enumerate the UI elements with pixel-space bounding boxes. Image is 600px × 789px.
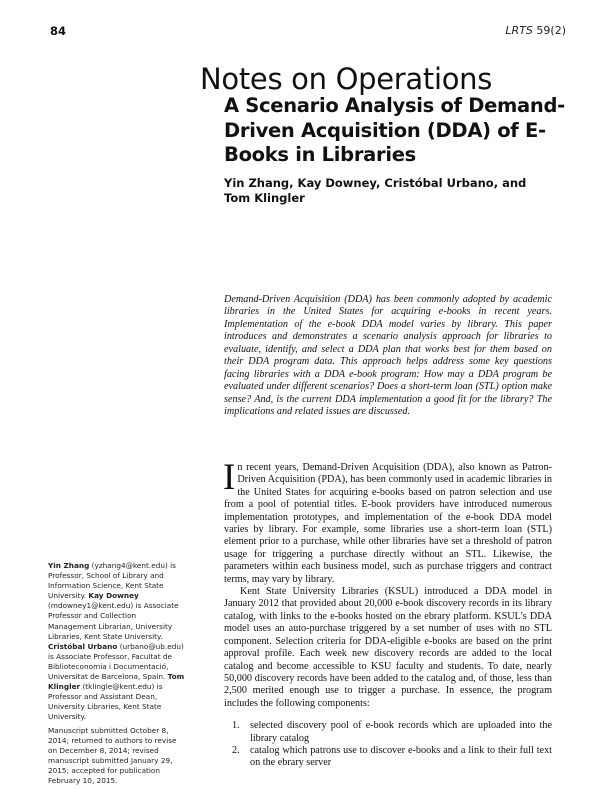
journal-abbrev: LRTS [505, 24, 533, 37]
volume-issue: 59(2) [536, 24, 566, 37]
page-number: 84 [50, 24, 67, 38]
manuscript-note: Manuscript submitted October 8, 2014; returned to authors to revise on December 8, 2014; revised manuscript submitted January 29, 2015; accepted for publication February 10, 2015. [48, 725, 177, 785]
running-head [505, 24, 566, 37]
author-affiliations [48, 561, 186, 723]
author-name: Tom Klingler [48, 672, 185, 692]
author-affiliation: (urbano@ub.edu) is Associate Professor, Facultat de Biblioteconomia i Documentació, Universitat de Barcelona, Spain. [48, 641, 184, 682]
list-number: 1. [232, 720, 240, 732]
list-item [224, 720, 552, 745]
abstract: Demand-Driven Acquisition (DDA) has been commonly adopted by academic libraries in the United States for acquiring e-books in recent years. Implementation of the e-book DDA model varies by library. This paper introduces and demonstrates a scenario analysis approach for libraries to evaluate, identify, and select a DDA plan that works best for them based on their DDA program data. This approach helps address some key questions facing libraries with a DDA e-book program: How may a DDA program be evaluated under different scenarios? Does a short-term loan (STL) option make sense? And, is the current DDA implementation a good fit for the library? The implications and related issues are discussed. [224, 294, 552, 418]
list-item-text: catalog which patrons use to discover e-books and a link to their full text on the ebrary server [250, 744, 552, 769]
author-affiliation: (mdowney1@kent.edu) is Associate Professor and Collection Management Librarian, University Libraries, Kent State University. [48, 601, 179, 641]
author-name: Kay Downey [88, 591, 139, 601]
author-notes-sidebar [48, 561, 186, 789]
body-paragraph-1 [223, 457, 552, 586]
paragraph-1-text: n recent years, Demand-Driven Acquisition (DDA), also known as Patron-Driven Acquisition (PDA), has been commonly used in academic libraries in the United States for acquiring e-books based on patron selection and use from a pool of potential titles. E-book providers have introduced numerous implementation prototypes, and implementation of the e-book DDA model varies by library. For example, some libraries use a short-term loan (STL) element prior to a purchase, while other libraries have set a threshold of patron usage for triggering a purchase directly without an STL. Likewise, the parameters within each business model, such as purchase triggers and contract terms, may vary by library. [224, 462, 552, 585]
author-affiliation: (yzhang4@kent.edu) is Professor, School of Library and Information Science, Kent State University. [48, 561, 176, 601]
component-list [224, 720, 552, 770]
author-name: Yin Zhang [48, 561, 90, 570]
body-text [223, 457, 552, 770]
section-title: Notes on Operations [200, 62, 493, 96]
author-list: Yin Zhang, Kay Downey, Cristóbal Urbano, and Tom Klingler [224, 176, 527, 205]
drop-cap: I [223, 457, 236, 498]
list-item-text: selected discovery pool of e-book records which are uploaded into the library catalog [250, 720, 552, 744]
author-name: Cristóbal Urbano [48, 641, 118, 651]
list-item [224, 745, 552, 770]
body-paragraph-2: Kent State University Libraries (KSUL) introduced a DDA model in January 2012 that provided about 20,000 e-book discovery records in its library catalog, with links to the e-books hosted on the ebrary platform. KSUL’s DDA model uses an auto-purchase triggered by a set number of uses with no STL component. Selection criteria for DDA-eligible e-books are based on the print approval profile. Each week new discovery records are added to the local catalog and become accessible to KSU faculty and students. To date, nearly 50,000 discovery records have been added to the catalog and, of those, less than 2,500 merited enough use to trigger a purchase. In essence, the program includes the following components: [224, 586, 552, 709]
article-title: A Scenario Analysis of Demand-Driven Acquisition (DDA) of E-Books in Libraries [224, 94, 565, 166]
author-affiliation: (tklingle@kent.edu) is Professor and Assistant Dean, University Libraries, Kent State University. [48, 682, 163, 722]
list-number: 2. [232, 744, 240, 756]
